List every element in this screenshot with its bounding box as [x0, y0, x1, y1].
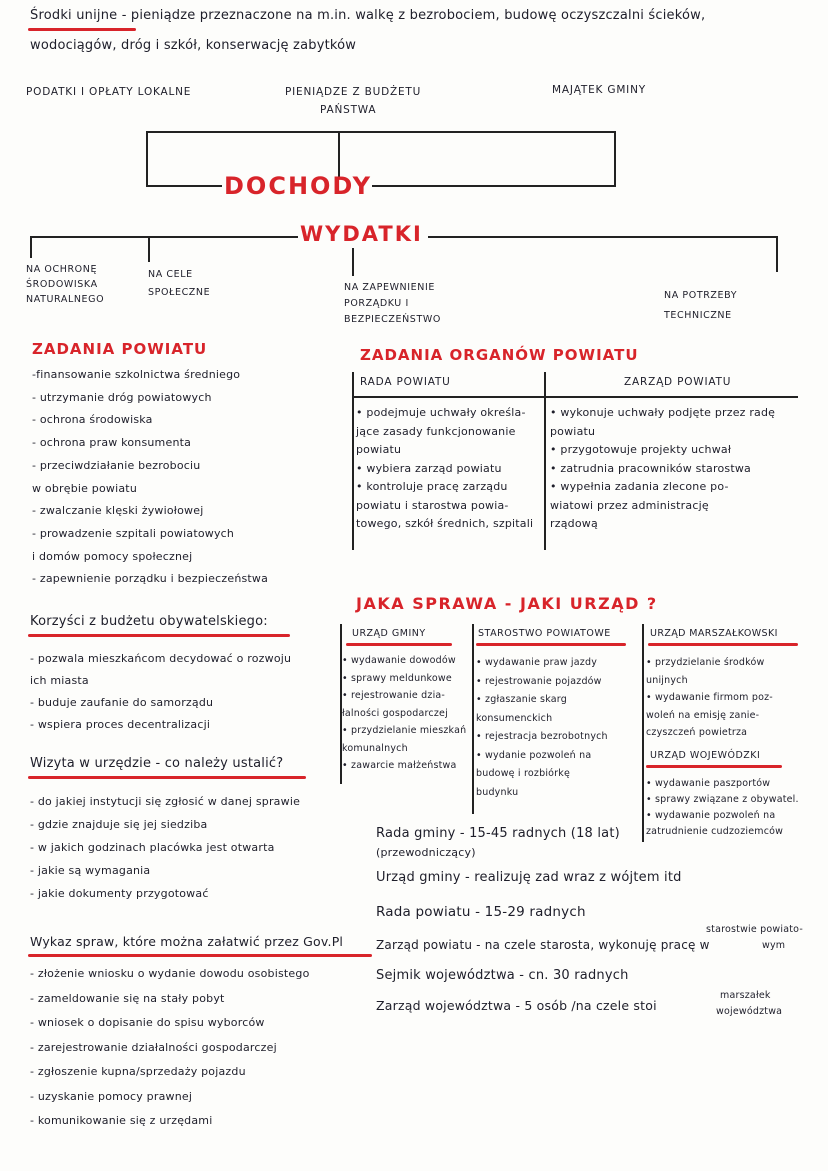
task-line: • zatrudnia pracowników starostwa	[550, 461, 751, 475]
task-line: konsumenckich	[476, 712, 553, 724]
list-item: - zwalczanie klęski żywiołowej	[32, 504, 204, 518]
korzysci-list	[30, 648, 291, 736]
connector	[30, 236, 32, 258]
list-item: - wspiera proces decentralizacji	[30, 718, 211, 731]
rada-powiatu-header: RADA POWIATU	[360, 376, 451, 388]
task-line: • wydanie pozwoleń na	[476, 749, 592, 761]
list-item: - uzyskanie pomocy prawnej	[30, 1089, 193, 1103]
list-item: - zgłoszenie kupna/sprzedaży pojazdu	[30, 1065, 246, 1078]
list-item: - buduje zaufanie do samorządu	[30, 696, 214, 709]
rada-gminy: Rada gminy - 15-45 radnych (18 lat)	[376, 826, 620, 841]
rada-powiatu-tasks	[356, 404, 533, 534]
expense-environment	[26, 262, 104, 307]
list-item: - wniosek o dopisanie do spisu wyborców	[30, 1016, 265, 1029]
task-line: • rejestracja bezrobotnych	[476, 731, 608, 742]
header-underline	[648, 643, 798, 646]
zarzad-woj-note-2: województwa	[716, 1006, 783, 1017]
expense-social	[148, 266, 210, 302]
connector	[146, 185, 222, 187]
task-line: budowę i rozbiórkę	[476, 768, 571, 779]
dochody-heading: DOCHODY	[224, 172, 372, 200]
wykaz-list	[30, 962, 310, 1134]
wykaz-underline	[28, 954, 372, 957]
list-item: - pozwala mieszkańcom decydować o rozwoju	[30, 652, 292, 665]
task-line: • rejestrowanie pojazdów	[476, 675, 602, 687]
expense-tech-line: NA POTRZEBY	[664, 290, 738, 301]
expense-technical	[664, 286, 737, 326]
connector	[146, 131, 148, 185]
task-line: rządową	[550, 517, 598, 530]
task-line: wiatowi przez administrację	[550, 498, 709, 512]
task-line: • sprawy związane z obywatel.	[646, 794, 799, 805]
table-border	[352, 372, 354, 550]
list-item: - komunikowanie się z urzędami	[30, 1114, 213, 1127]
intro-term: Środki unijne	[30, 8, 118, 23]
list-item: - w jakich godzinach placówka jest otwarta	[30, 841, 275, 854]
connector	[146, 131, 614, 133]
income-taxes: PODATKI I OPŁATY LOKALNE	[26, 86, 192, 98]
expense-order-line: BEZPIECZEŃSTWO	[344, 314, 441, 325]
task-line: woleń na emisję zanie-	[646, 709, 760, 721]
task-line: powiatu	[356, 443, 402, 456]
task-line: jące zasady funkcjonowanie	[356, 424, 516, 438]
task-line: • zawarcie małżeństwa	[342, 760, 457, 771]
list-item: - zameldowanie się na stały pobyt	[30, 991, 225, 1005]
list-item: - zarejestrowanie działalności gospodarczej	[30, 1040, 277, 1054]
expense-order	[344, 280, 441, 328]
header-underline	[646, 765, 782, 768]
task-line: • wydawanie praw jazdy	[476, 657, 598, 668]
zadania-powiatu-title: ZADANIA POWIATU	[32, 340, 208, 358]
task-line: • przydzielanie środków	[646, 657, 765, 668]
income-state-1: PIENIĄDZE Z BUDŻETU	[285, 86, 422, 98]
table-border	[472, 624, 474, 814]
task-line: • wydawanie pozwoleń na	[646, 810, 776, 821]
intro-line-1	[30, 8, 705, 23]
expense-env-line: NA OCHRONĘ	[26, 264, 98, 275]
list-item: - do jakiej instytucji się zgłosić w danej sprawie	[30, 795, 301, 808]
zarzad-powiatu-note-2: wym	[762, 940, 786, 951]
task-line: towego, szkół średnich, szpitali	[356, 517, 534, 530]
header-underline	[346, 643, 452, 646]
task-line: budynku	[476, 786, 519, 798]
zarzad-woj-info: Zarząd województwa - 5 osób /na czele stoi	[376, 998, 657, 1013]
wizyta-list	[30, 790, 300, 905]
expense-order-line: NA ZAPEWNIENIE	[344, 282, 435, 293]
korzysci-title: Korzyści z budżetu obywatelskiego:	[30, 614, 268, 629]
zadania-powiatu-list	[32, 364, 268, 591]
task-line: • sprawy meldunkowe	[342, 672, 452, 684]
starostwo-header: STAROSTWO POWIATOWE	[478, 628, 611, 639]
connector	[148, 236, 150, 262]
list-item: ich miasta	[30, 674, 89, 687]
connector	[352, 248, 354, 276]
connector	[338, 131, 340, 177]
task-line: • wydawanie firmom poz-	[646, 692, 773, 703]
list-item: i domów pomocy społecznej	[32, 549, 193, 563]
task-line: • rejestrowanie dzia-	[342, 690, 446, 701]
task-line: powiatu	[550, 424, 596, 438]
zadania-organow-title: ZADANIA ORGANÓW POWIATU	[360, 346, 639, 364]
list-item: - gdzie znajduje się jej siedziba	[30, 818, 208, 831]
expense-env-line: NATURALNEGO	[26, 294, 105, 305]
urzad-marszalkowski-header: URZĄD MARSZAŁKOWSKI	[650, 628, 778, 639]
task-line: • wydawanie paszportów	[646, 778, 771, 789]
connector	[776, 236, 778, 272]
wizyta-title: Wizyta w urzędzie - co należy ustalić?	[30, 756, 284, 771]
connector	[30, 236, 298, 238]
income-property: MAJĄTEK GMINY	[552, 84, 646, 96]
task-line: łalności gospodarczej	[342, 707, 448, 719]
wykaz-title: Wykaz spraw, które można załatwić przez Gov.Pl	[30, 934, 344, 949]
expense-social-line: SPOŁECZNE	[148, 287, 211, 298]
table-border	[642, 624, 644, 842]
task-line: zatrudnienie cudzoziemców	[646, 826, 784, 837]
urzad-gminy-tasks	[342, 652, 466, 775]
list-item: - utrzymanie dróg powiatowych	[32, 390, 212, 404]
list-item: -finansowanie szkolnictwa średniego	[32, 368, 241, 381]
task-line: • zgłaszanie skarg	[476, 694, 567, 705]
task-line: unijnych	[646, 674, 688, 686]
list-item: - jakie są wymagania	[30, 864, 151, 877]
intro-text: - pieniądze przeznaczone na m.in. walkę z bezrobociem, budowę oczyszczalni ścieków,	[121, 8, 706, 23]
list-item: - prowadzenie szpitali powiatowych	[32, 526, 235, 540]
sejmik-info: Sejmik województwa - cn. 30 radnych	[376, 968, 629, 983]
urzad-gminy-info: Urząd gminy - realizuję zad wraz z wójtem itd	[376, 870, 682, 885]
list-item: - jakie dokumenty przygotować	[30, 887, 209, 900]
wydatki-heading: WYDATKI	[300, 222, 423, 246]
intro-underline	[28, 28, 136, 31]
zarzad-powiatu-note: starostwie powiato-	[706, 924, 803, 935]
table-border	[352, 396, 798, 398]
list-item: - ochrona środowiska	[32, 413, 153, 427]
connector	[372, 185, 616, 187]
task-line: • przydzielanie mieszkań	[342, 725, 467, 736]
rada-gminy-sub: (przewodniczący)	[376, 846, 476, 859]
task-line: powiatu i starostwa powia-	[356, 498, 509, 512]
list-item: w obrębie powiatu	[32, 481, 137, 495]
list-item: - ochrona praw konsumenta	[32, 436, 192, 450]
task-line: • wypełnia zadania zlecone po-	[550, 480, 729, 493]
task-line: • kontroluje pracę zarządu	[356, 480, 508, 493]
income-state-2: PAŃSTWA	[320, 104, 377, 116]
connector	[614, 131, 616, 185]
expense-social-line: NA CELE	[148, 269, 193, 280]
urzad-gminy-header: URZĄD GMINY	[352, 628, 426, 639]
list-item: - zapewnienie porządku i bezpieczeństwa	[32, 572, 269, 586]
urzad-marszalkowski-tasks	[646, 654, 773, 742]
expense-tech-line: TECHNICZNE	[664, 310, 732, 321]
korzysci-underline	[28, 634, 290, 637]
zarzad-powiatu-info: Zarząd powiatu - na czele starosta, wykonuję pracę w	[376, 938, 710, 952]
expense-env-line: ŚRODOWISKA	[26, 279, 98, 290]
expense-order-line: PORZĄDKU I	[344, 298, 409, 309]
task-line: komunalnych	[342, 742, 408, 754]
wizyta-underline	[28, 776, 306, 779]
connector	[428, 236, 778, 238]
task-line: • przygotowuje projekty uchwał	[550, 443, 732, 456]
task-line: • wybiera zarząd powiatu	[356, 461, 502, 475]
starostwo-tasks	[476, 654, 608, 802]
task-line: • podejmuje uchwały określa-	[356, 406, 526, 419]
list-item: - złożenie wniosku o wydanie dowodu osobistego	[30, 967, 310, 980]
header-underline	[476, 643, 626, 646]
list-item: - przeciwdziałanie bezrobociu	[32, 458, 201, 472]
urzad-wojewodzki-header: URZĄD WOJEWÓDZKI	[650, 750, 761, 761]
rada-powiatu-info: Rada powiatu - 15-29 radnych	[376, 904, 586, 920]
task-line: • wykonuje uchwały podjęte przez radę	[550, 406, 776, 419]
task-line: czyszczeń powietrza	[646, 727, 748, 738]
intro-line-2: wodociągów, dróg i szkół, konserwację zabytków	[30, 38, 357, 53]
zarzad-woj-note-1: marszałek	[720, 990, 771, 1001]
zarzad-powiatu-header: ZARZĄD POWIATU	[624, 376, 732, 388]
jaka-sprawa-title: JAKA SPRAWA - JAKI URZĄD ?	[356, 594, 658, 613]
urzad-wojewodzki-tasks	[646, 776, 799, 840]
table-border	[544, 372, 546, 550]
task-line: • wydawanie dowodów	[342, 655, 456, 666]
zarzad-powiatu-tasks	[550, 404, 775, 534]
